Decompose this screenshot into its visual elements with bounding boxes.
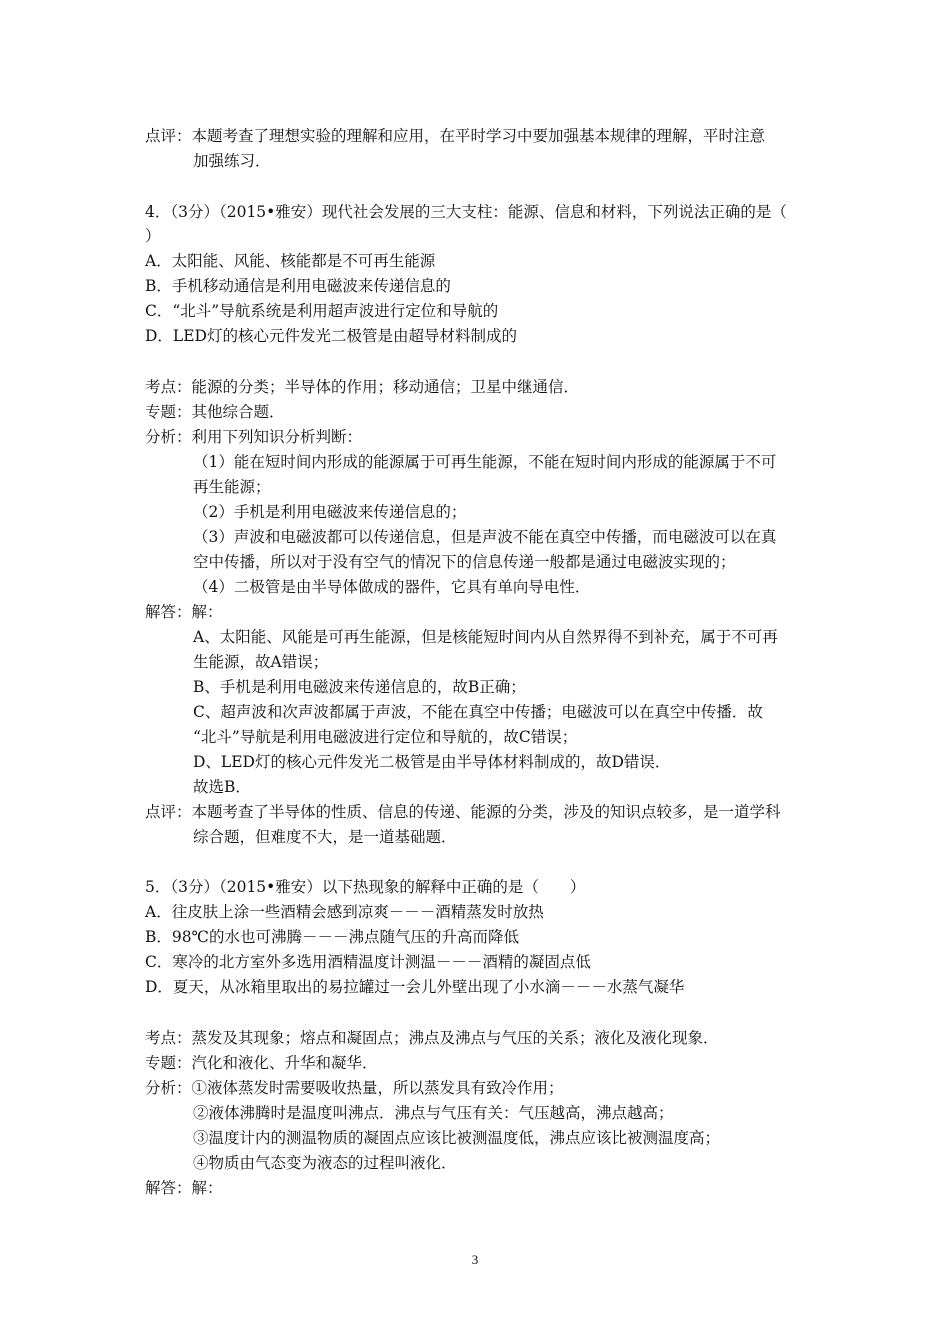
q4-option-a: A．太阳能、风能、核能都是不可再生能源 xyxy=(145,252,436,270)
q5-kaodian-label: 考点： xyxy=(145,1029,192,1047)
q4-stem-line-1: 4．（3分）（2015•雅安）现代社会发展的三大支柱：能源、信息和材料，下列说法正确的是（ xyxy=(145,203,787,221)
q4-jieda-line: “北斗”导航是利用电磁波进行定位和导航的，故C错误； xyxy=(193,728,578,746)
q5-fenxi-label: 分析： xyxy=(145,1079,192,1097)
q5-option-a: A．往皮肤上涂一些酒精会感到凉爽－－－酒精蒸发时放热 xyxy=(145,903,544,921)
q5-option-d: D．夏天，从冰箱里取出的易拉罐过一会儿外壁出现了小水滴－－－水蒸气凝华 xyxy=(145,978,685,996)
q3-comment-line-1 xyxy=(145,126,765,146)
q4-jieda-line: 故选B． xyxy=(193,778,251,796)
q5-kaodian-text: 蒸发及其现象；熔点和凝固点；沸点及沸点与气压的关系；液化及液化现象． xyxy=(191,1029,719,1047)
q4-fenxi-label: 分析： xyxy=(145,428,192,446)
q5-fenxi-first: ①液体蒸发时需要吸收热量，所以蒸发具有致冷作用； xyxy=(191,1079,564,1097)
q4-jieda-label: 解答： xyxy=(145,603,192,621)
q5-option-b: B．98℃的水也可沸腾－－－沸点随气压的升高而降低 xyxy=(145,928,519,946)
q4-stem-line-2: ） xyxy=(145,227,161,245)
q4-jieda-line: C、超声波和次声波都属于声波，不能在真空中传播；电磁波可以在真空中传播．故 xyxy=(193,703,763,721)
q4-option-d: D．LED灯的核心元件发光二极管是由超导材料制成的 xyxy=(145,327,517,345)
q5-zhuanti-text: 汽化和液化、升华和凝华． xyxy=(191,1054,378,1072)
q5-zhuanti-label: 专题： xyxy=(145,1054,192,1072)
q4-jieda xyxy=(145,602,223,622)
q4-jieda-intro: 解： xyxy=(191,603,223,621)
q5-jieda-label: 解答： xyxy=(145,1179,192,1197)
q4-jieda-line: B、手机是利用电磁波来传递信息的，故B正确； xyxy=(193,678,526,696)
q4-fenxi-line: 空中传播，所以对于没有空气的情况下的信息传递一般都是通过电磁波实现的； xyxy=(193,553,736,571)
q4-jieda-line: 生能源，故A错误； xyxy=(193,653,329,671)
q4-fenxi-intro: 利用下列知识分析判断： xyxy=(191,428,363,446)
q5-jieda-intro: 解： xyxy=(191,1179,223,1197)
q4-dianping-line-2: 综合题，但难度不大，是一道基础题． xyxy=(193,828,457,846)
q5-zhuanti xyxy=(145,1053,378,1073)
q5-fenxi xyxy=(145,1078,564,1098)
q4-option-c: C．“北斗”导航系统是利用超声波进行定位和导航的 xyxy=(145,302,499,320)
q5-fenxi-line: ③温度计内的测温物质的凝固点应该比被测温度低，沸点应该比被测温度高； xyxy=(193,1129,721,1147)
q4-jieda-line: D、LED灯的核心元件发光二极管是由半导体材料制成的，故D错误． xyxy=(193,753,671,771)
q4-fenxi-line: （2）手机是利用电磁波来传递信息的； xyxy=(193,503,467,521)
q4-kaodian-text: 能源的分类；半导体的作用；移动通信；卫星中继通信． xyxy=(191,378,580,396)
q4-dianping-text-1: 本题考查了半导体的性质、信息的传递、能源的分类，涉及的知识点较多，是一道学科 xyxy=(191,803,781,821)
q4-zhuanti-label: 专题： xyxy=(145,403,192,421)
q4-fenxi xyxy=(145,427,362,447)
q5-option-c: C．寒冷的北方室外多选用酒精温度计测温－－－酒精的凝固点低 xyxy=(145,953,591,971)
q4-zhuanti xyxy=(145,402,285,422)
q4-fenxi-line: （4）二极管是由半导体做成的器件，它具有单向导电性． xyxy=(193,578,591,596)
q5-fenxi-line: ④物质由气态变为液态的过程叫液化． xyxy=(193,1154,457,1172)
q5-kaodian xyxy=(145,1028,719,1048)
q4-kaodian-label: 考点： xyxy=(145,378,192,396)
q4-jieda-line: A、太阳能、风能是可再生能源，但是核能短时间内从自然界得不到补充，属于不可再 xyxy=(193,628,778,646)
q3-comment-text-1: 本题考查了理想实验的理解和应用，在平时学习中要加强基本规律的理解，平时注意 xyxy=(191,127,766,145)
q4-dianping-line-1 xyxy=(145,802,781,822)
q4-zhuanti-text: 其他综合题． xyxy=(191,403,285,421)
q4-fenxi-line: 再生能源； xyxy=(193,478,271,496)
q4-dianping-label: 点评： xyxy=(145,803,192,821)
q4-fenxi-line: （3）声波和电磁波都可以传递信息，但是声波不能在真空中传播，而电磁波可以在真 xyxy=(193,528,777,546)
q5-fenxi-line: ②液体沸腾时是温度叫沸点．沸点与气压有关：气压越高，沸点越高； xyxy=(193,1104,674,1122)
page-number: 3 xyxy=(471,1252,479,1267)
q3-comment-line-2: 加强练习． xyxy=(193,152,271,170)
q4-option-b: B．手机移动通信是利用电磁波来传递信息的 xyxy=(145,277,451,295)
q4-fenxi-line: （1）能在短时间内形成的能源属于可再生能源，不能在短时间内形成的能源属于不可 xyxy=(193,453,777,471)
q5-jieda xyxy=(145,1178,223,1198)
q3-comment-label: 点评： xyxy=(145,127,192,145)
q4-kaodian xyxy=(145,377,579,397)
q5-stem: 5．（3分）（2015•雅安）以下热现象的解释中正确的是（ ） xyxy=(145,878,586,896)
